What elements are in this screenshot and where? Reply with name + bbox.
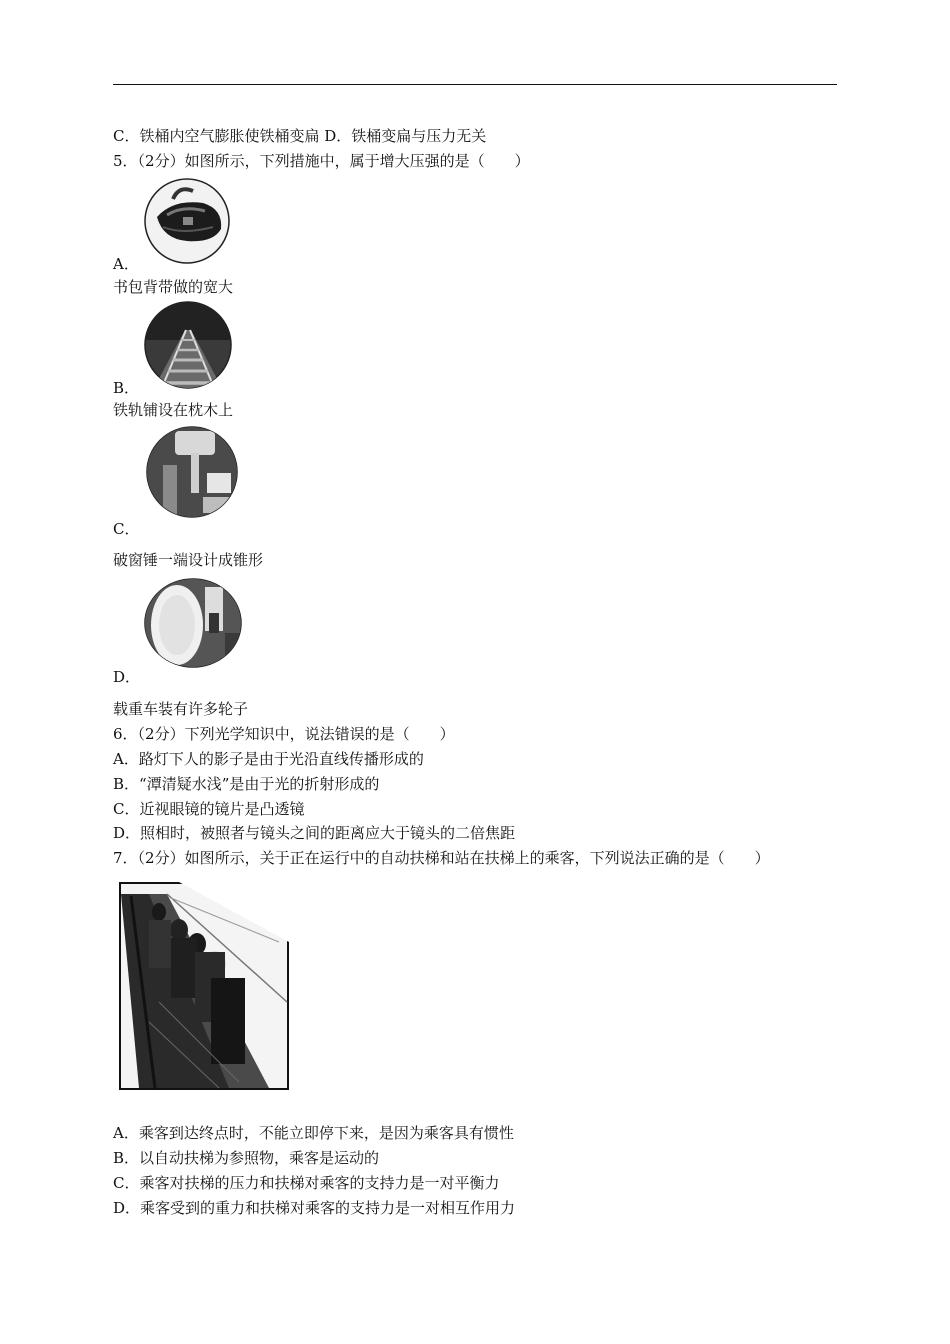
q5-option-a-letter: A． — [113, 255, 139, 273]
q6-stem: 6．（2分）下列光学知识中，说法错误的是（ ） — [113, 725, 455, 743]
schoolbag-photo-icon — [143, 177, 231, 265]
q5-option-b-text: 铁轨铺设在枕木上 — [113, 401, 234, 419]
q5-option-a-text: 书包背带做的宽大 — [113, 278, 234, 296]
q7-option-d: D．乘客受到的重力和扶梯对乘客的支持力是一对相互作用力 — [113, 1199, 516, 1217]
q5-option-c-letter: C． — [113, 520, 140, 538]
q6-option-c: C．近视眼镜的镜片是凸透镜 — [113, 800, 305, 818]
q6-option-a: A．路灯下人的影子是由于光沿直线传播形成的 — [113, 750, 424, 768]
q5-stem: 5．（2分）如图所示，下列措施中，属于增大压强的是（ ） — [113, 152, 530, 170]
q5-option-c-text: 破窗锤一端设计成锥形 — [113, 551, 264, 569]
q6-option-b: B．“潭清疑水浅”是由于光的折射形成的 — [113, 775, 380, 793]
q7-stem: 7．（2分）如图所示，关于正在运行中的自动扶梯和站在扶梯上的乘客，下列说法正确的是（ ） — [113, 849, 770, 867]
q5-option-b-letter: B． — [113, 379, 140, 397]
railway-track-photo-icon — [143, 300, 233, 390]
safety-hammer-photo-icon — [145, 425, 239, 519]
truck-wheels-photo-icon — [143, 577, 243, 669]
header-rule — [113, 84, 837, 85]
prev-question-options: C．铁桶内空气膨胀使铁桶变扁 D．铁桶变扁与压力无关 — [113, 127, 487, 145]
q7-option-a: A．乘客到达终点时，不能立即停下来，是因为乘客具有惯性 — [113, 1124, 514, 1142]
q5-option-d-text: 载重车装有许多轮子 — [113, 700, 249, 718]
q6-option-d: D．照相时，被照者与镜头之间的距离应大于镜头的二倍焦距 — [113, 824, 516, 842]
q7-option-b: B．以自动扶梯为参照物，乘客是运动的 — [113, 1149, 380, 1167]
escalator-photo-icon — [119, 882, 289, 1090]
q7-option-c: C．乘客对扶梯的压力和扶梯对乘客的支持力是一对平衡力 — [113, 1174, 500, 1192]
q5-option-d-letter: D． — [113, 668, 141, 686]
